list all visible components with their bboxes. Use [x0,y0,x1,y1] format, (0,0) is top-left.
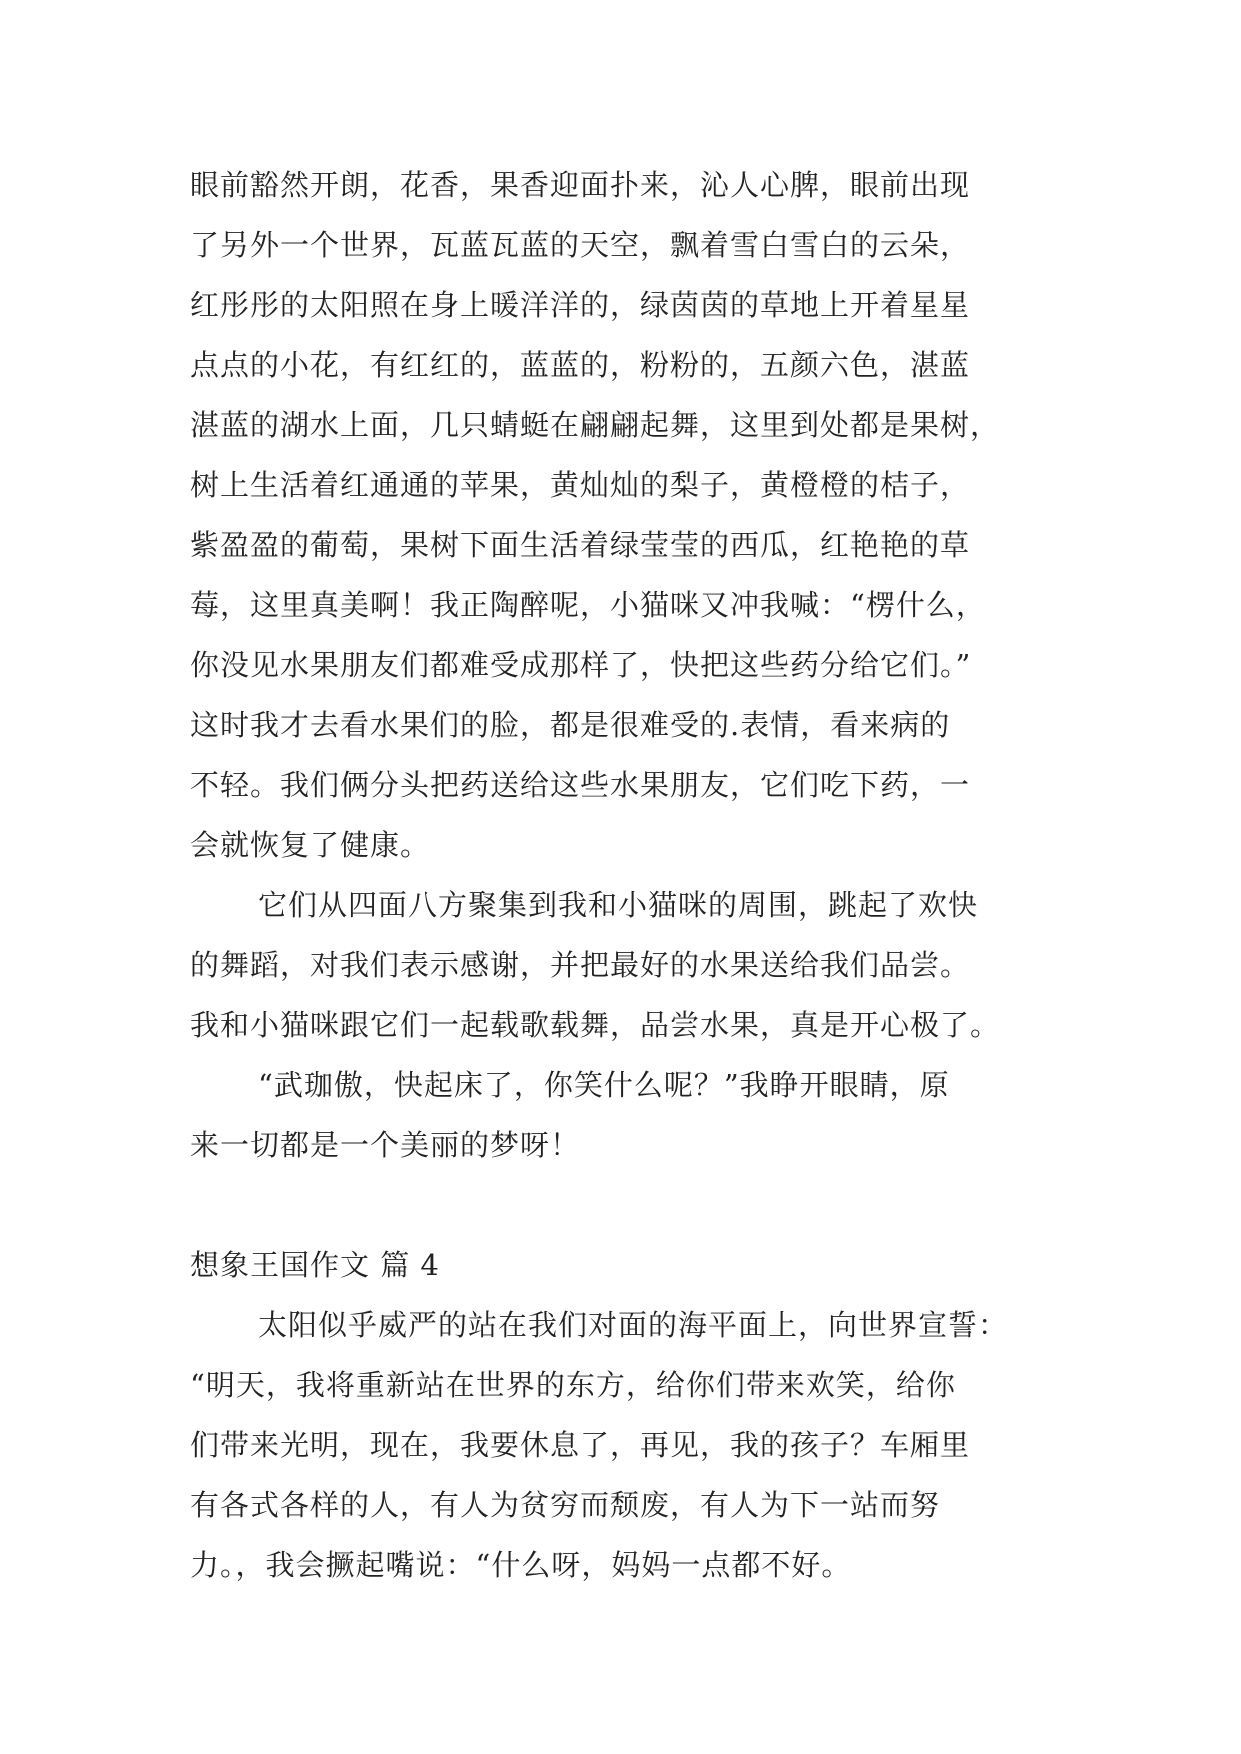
text-line: 会就恢复了健康。 [190,828,431,862]
text-line: 力。，我会撅起嘴说：“什么呀，妈妈一点都不好。 [190,1548,852,1582]
text-line: 太阳似乎威严的站在我们对面的海平面上，向世界宣誓： [258,1308,1009,1342]
text-line: 你没见水果朋友们都难受成那样了，快把这些药分给它们。” [190,648,972,682]
text-line: 不轻。我们俩分头把药送给这些水果朋友，它们吃下药，一 [190,768,971,802]
text-line: 它们从四面八方聚集到我和小猫咪的周围，跳起了欢快 [258,888,979,922]
text-line: 莓，这里真美啊！我正陶醉呢，小猫咪又冲我喊：“楞什么， [190,588,986,622]
text-line: 的舞蹈，对我们表示感谢，并把最好的水果送给我们品尝。 [190,948,971,982]
text-line: 有各式各样的人，有人为贫穷而颓废，有人为下一站而努 [190,1488,941,1522]
text-line: 这时我才去看水果们的脸，都是很难受的.表情，看来病的 [190,708,951,742]
text-line: 点点的小花，有红红的，蓝蓝的，粉粉的，五颜六色，湛蓝 [190,348,971,382]
text-line: “武珈傲，快起床了，你笑什么呢？”我睁开眼睛，原 [258,1068,950,1102]
section-title: 想象王国作文 篇 4 [190,1248,440,1282]
text-line: “明天，我将重新站在世界的东方，给你们带来欢笑，给你 [190,1368,956,1402]
text-line: 湛蓝的湖水上面，几只蜻蜓在翩翩起舞，这里到处都是果树， [190,408,1001,442]
text-line: 紫盈盈的葡萄，果树下面生活着绿莹莹的西瓜，红艳艳的草 [190,528,971,562]
text-line: 眼前豁然开朗，花香，果香迎面扑来，沁人心脾，眼前出现 [190,168,971,202]
text-line: 树上生活着红通通的苹果，黄灿灿的梨子，黄橙橙的桔子， [190,468,971,502]
text-line: 红彤彤的太阳照在身上暖洋洋的，绿茵茵的草地上开着星星 [190,288,971,322]
text-line: 我和小猫咪跟它们一起载歌载舞，品尝水果，真是开心极了。 [190,1008,1001,1042]
text-line: 们带来光明，现在，我要休息了，再见，我的孩子？车厢里 [190,1428,971,1462]
text-line: 来一切都是一个美丽的梦呀！ [190,1128,581,1162]
text-line: 了另外一个世界，瓦蓝瓦蓝的天空，飘着雪白雪白的云朵， [190,228,971,262]
